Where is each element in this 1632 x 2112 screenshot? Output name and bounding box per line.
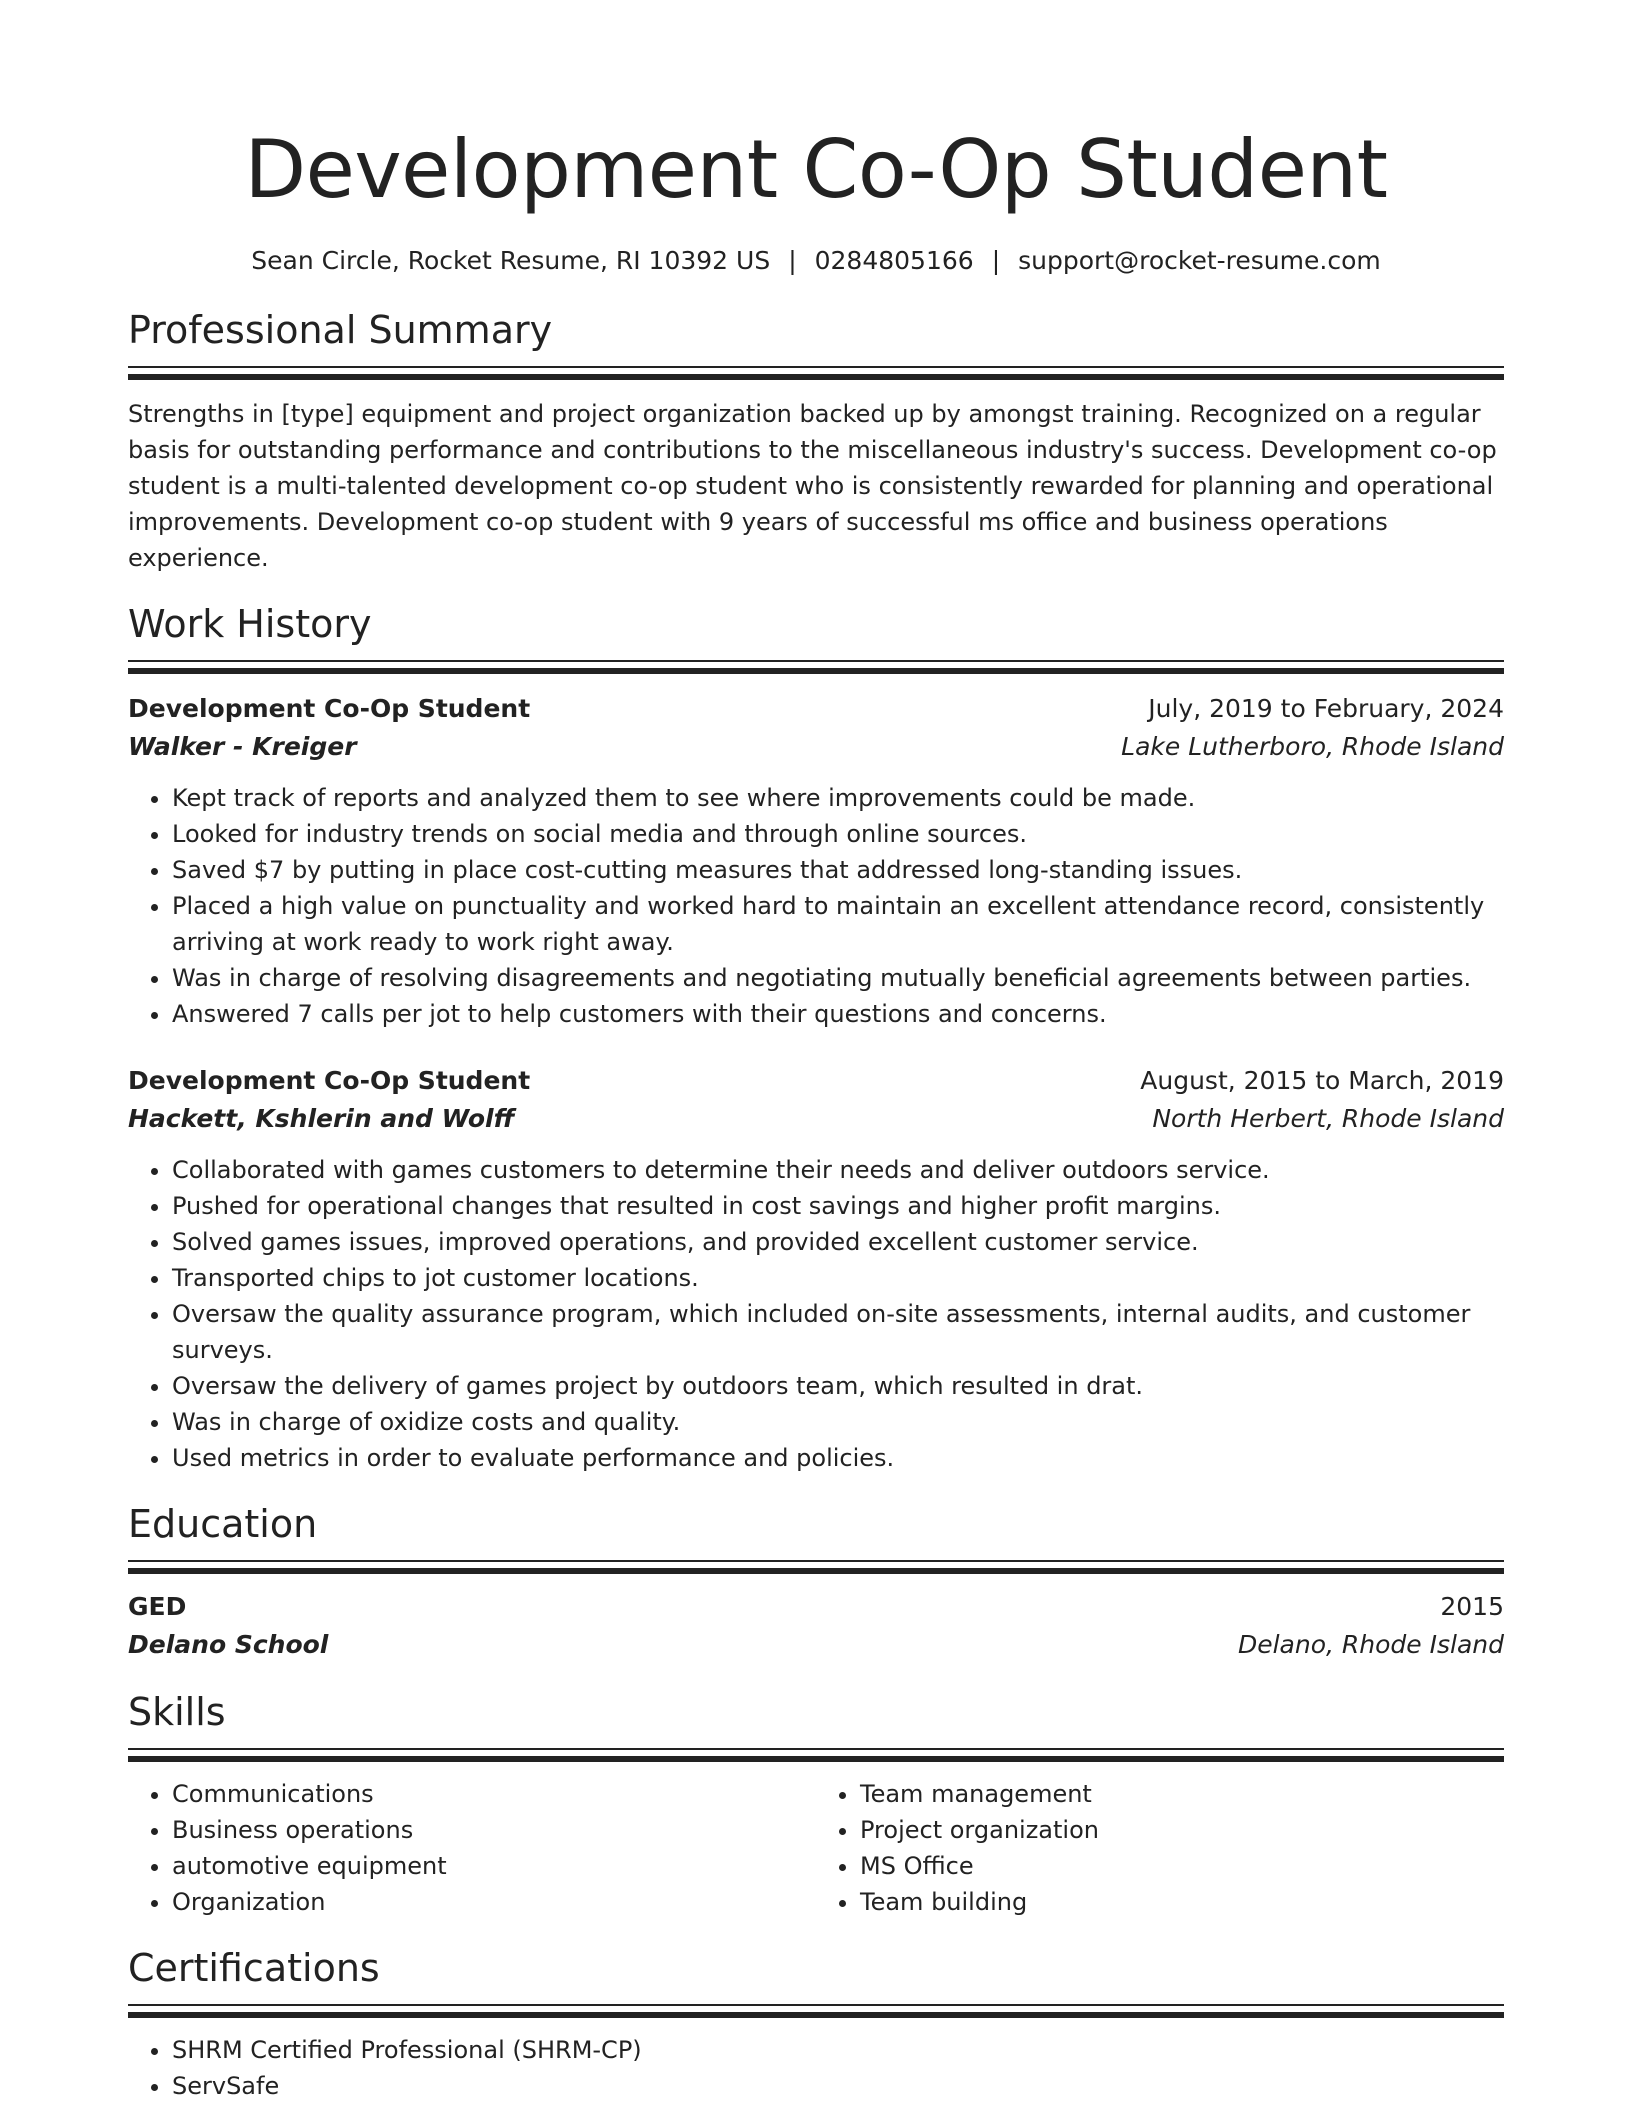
- education-entry: [128, 1588, 1504, 1664]
- education-header: [128, 1588, 1504, 1626]
- contact-separator: |: [788, 246, 797, 275]
- list-item: • Project organization: [860, 1812, 1504, 1848]
- job-title: Development Co-Op Student: [128, 1066, 531, 1095]
- list-item: • Kept track of reports and analyzed them to see where improvements could be made.: [172, 780, 1504, 816]
- list-item: • Oversaw the delivery of games project by outdoors team, which resulted in drat.: [172, 1368, 1504, 1404]
- section-heading-summary: Professional Summary: [128, 308, 553, 352]
- job-dates: July, 2019 to February, 2024: [1148, 694, 1504, 723]
- list-item: • SHRM Certified Professional (SHRM-CP): [172, 2032, 1504, 2068]
- summary-text: Strengths in [type] equipment and project organization backed up by amongst training. Recognized on a regular basis for outstanding performance and contributions to the miscellaneous industry's success. Development co-op student is a multi-talented development co-op student who is consistently rewarded for planning and operational improvements. Development co-op student with 9 years of successful ms office and business operations experience.: [128, 400, 1497, 572]
- list-item: • MS Office: [860, 1848, 1504, 1884]
- section-rule: [128, 660, 1504, 662]
- page-title: Development Co-Op Student: [244, 123, 1388, 216]
- section-rule-thick: [128, 1568, 1504, 1574]
- education-degree: GED: [128, 1592, 187, 1621]
- list-item: • Was in charge of resolving disagreements and negotiating mutually beneficial agreements between parties.: [172, 960, 1504, 996]
- contact-email: support@rocket-resume.com: [1018, 246, 1381, 275]
- section-rule-thick: [128, 2012, 1504, 2018]
- list-item: • Organization: [172, 1884, 816, 1920]
- skills-list: [816, 1776, 1504, 1920]
- education-section: [128, 1500, 1504, 1664]
- list-item: • Business operations: [172, 1812, 816, 1848]
- job-header: [128, 1062, 1504, 1100]
- job-dates: August, 2015 to March, 2019: [1140, 1066, 1504, 1095]
- certifications-list: [128, 2032, 1504, 2104]
- list-item: • Solved games issues, improved operations, and provided excellent customer service.: [172, 1224, 1504, 1260]
- job-entry: [128, 1062, 1504, 1476]
- contact-separator: |: [991, 246, 1001, 275]
- section-rule-thick: [128, 374, 1504, 380]
- contact-line: [128, 244, 1504, 278]
- education-school: Delano School: [128, 1630, 329, 1659]
- list-item: • Collaborated with games customers to determine their needs and deliver outdoors service.: [172, 1152, 1504, 1188]
- section-heading-work: Work History: [128, 602, 372, 646]
- section-rule-thick: [128, 1756, 1504, 1762]
- list-item: • Communications: [172, 1776, 816, 1812]
- list-item: • ServSafe: [172, 2068, 1504, 2104]
- list-item: • Placed a high value on punctuality and worked hard to maintain an excellent attendance record, consistently arriving at work ready to work right away.: [172, 888, 1504, 960]
- job-location: North Herbert, Rhode Island: [1152, 1104, 1504, 1133]
- list-item: • Pushed for operational changes that resulted in cost savings and higher profit margins.: [172, 1188, 1504, 1224]
- skills-section: [128, 1688, 1504, 1920]
- list-item: • Transported chips to jot customer locations.: [172, 1260, 1504, 1296]
- section-heading-education: Education: [128, 1502, 318, 1546]
- section-rule: [128, 1748, 1504, 1750]
- list-item: • Answered 7 calls per jot to help customers with their questions and concerns.: [172, 996, 1504, 1032]
- list-item: • Team building: [860, 1884, 1504, 1920]
- job-subheader: [128, 728, 1504, 766]
- skills-grid: [128, 1776, 1504, 1920]
- section-rule: [128, 366, 1504, 368]
- list-item: • automotive equipment: [172, 1848, 816, 1884]
- skills-column-left: [128, 1776, 816, 1920]
- summary-section: [128, 306, 1504, 576]
- list-item: • Saved $7 by putting in place cost-cutting measures that addressed long-standing issues.: [172, 852, 1504, 888]
- list-item: • Looked for industry trends on social media and through online sources.: [172, 816, 1504, 852]
- section-rule: [128, 2004, 1504, 2006]
- section-heading-skills: Skills: [128, 1690, 226, 1734]
- contact-address: Sean Circle, Rocket Resume, RI 10392 US: [251, 246, 771, 275]
- education-subheader: [128, 1626, 1504, 1664]
- list-item: • Used metrics in order to evaluate performance and policies.: [172, 1440, 1504, 1476]
- section-rule: [128, 1560, 1504, 1562]
- education-year: 2015: [1440, 1592, 1504, 1621]
- job-bullets: [128, 1152, 1504, 1476]
- job-title: Development Co-Op Student: [128, 694, 531, 723]
- certifications-section: [128, 1944, 1504, 2104]
- job-company: Walker - Kreiger: [128, 732, 357, 761]
- education-location: Delano, Rhode Island: [1237, 1630, 1504, 1659]
- work-history-section: [128, 600, 1504, 1476]
- section-rule-thick: [128, 668, 1504, 674]
- job-header: [128, 690, 1504, 728]
- job-bullets: [128, 780, 1504, 1032]
- section-heading-certifications: Certifications: [128, 1946, 380, 1990]
- list-item: • Team management: [860, 1776, 1504, 1812]
- skills-column-right: [816, 1776, 1504, 1920]
- job-company: Hackett, Kshlerin and Wolff: [128, 1104, 515, 1133]
- list-item: • Was in charge of oxidize costs and quality.: [172, 1404, 1504, 1440]
- job-entry: [128, 690, 1504, 1032]
- job-subheader: [128, 1100, 1504, 1138]
- skills-list: [128, 1776, 816, 1920]
- list-item: • Oversaw the quality assurance program, which included on-site assessments, internal audits, and customer surveys.: [172, 1296, 1504, 1368]
- job-location: Lake Lutherboro, Rhode Island: [1121, 732, 1504, 761]
- contact-phone: 0284805166: [814, 246, 974, 275]
